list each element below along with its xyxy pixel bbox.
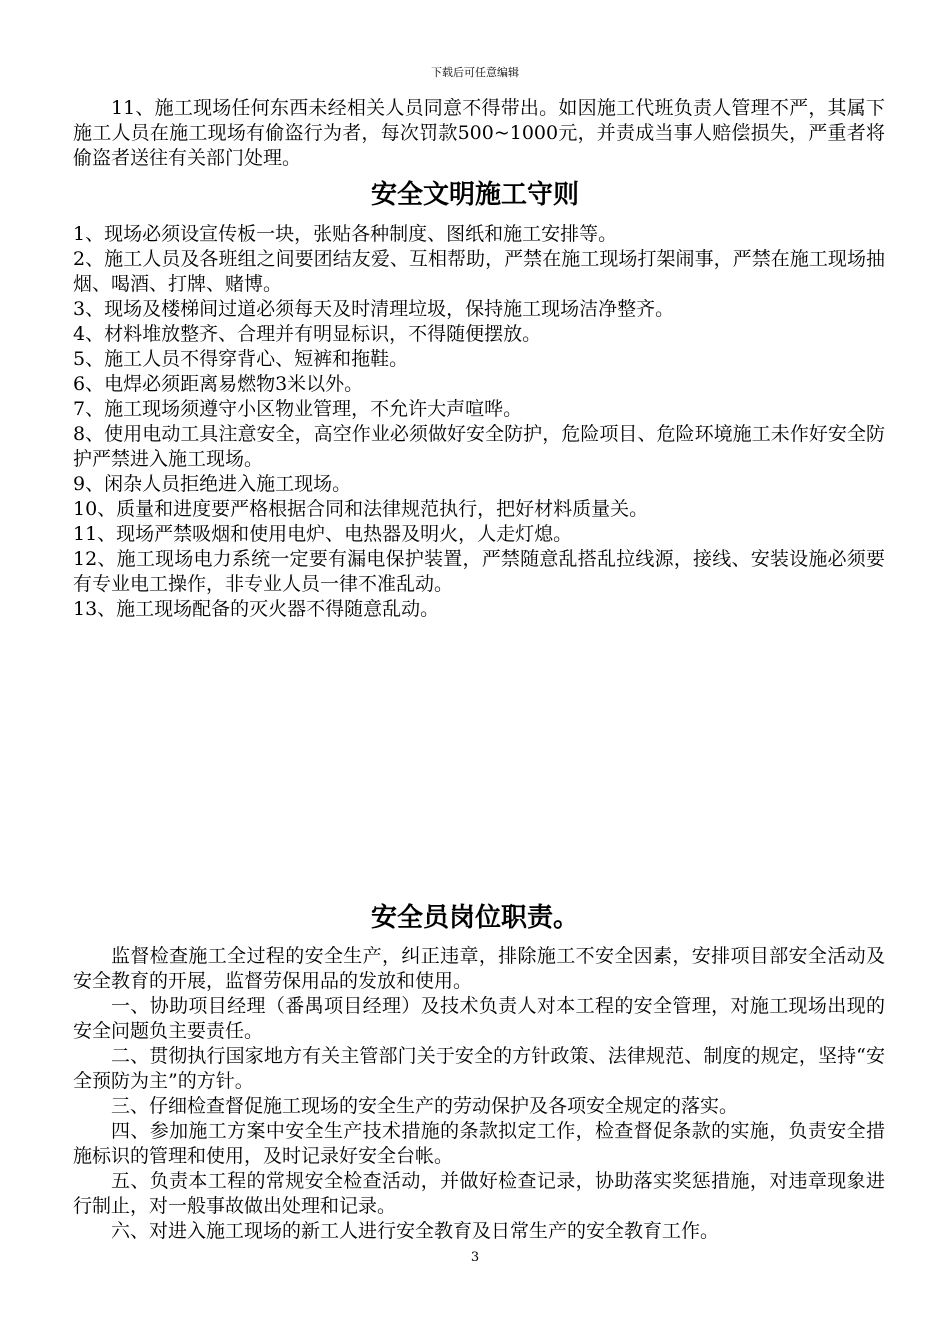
list-item: 1、现场必须设宣传板一块，张贴各种制度、图纸和施工安排等。 [73, 223, 618, 245]
list-item: 9、闲杂人员拒绝进入施工现场。 [73, 473, 352, 495]
page-header: 下载后可任意编辑 [431, 66, 519, 79]
list-item: 11、现场严禁吸烟和使用电炉、电热器及明火，人走灯熄。 [73, 523, 573, 545]
list-item: 4、材料堆放整齐、合理并有明显标识，不得随便摆放。 [73, 323, 542, 345]
list-item: 3、现场及楼梯间过道必须每天及时清理垃圾，保持施工现场洁净整齐。 [73, 298, 675, 320]
safety-officer-duties [73, 944, 885, 1244]
duty-paragraph: 六、对进入施工现场的新工人进行安全教育及日常生产的安全教育工作。 [111, 1220, 720, 1242]
list-item: 7、施工现场须遵守小区物业管理，不允许大声喧哗。 [73, 398, 523, 420]
duty-paragraph: 一、协助项目经理（番禺项目经理）及技术负责人对本工程的安全管理，对施工现场出现的安全问题负主要责任。 [73, 995, 885, 1042]
list-item: 13、施工现场配备的灭火器不得随意乱动。 [73, 598, 440, 620]
duty-paragraph: 三、仔细检查督促施工现场的安全生产的劳动保护及各项安全规定的落实。 [111, 1095, 739, 1117]
intro-item-11: 11、施工现场任何东西未经相关人员同意不得带出。如因施工代班负责人管理不严，其属下施工人员在施工现场有偷盗行为者，每次罚款500~1000元，并责成当事人赔偿损失，严重者将偷盗者送往有关部门处理。 [73, 97, 885, 169]
duty-paragraph: 二、贯彻执行国家地方有关主管部门关于安全的方针政策、法律规范、制度的规定，坚持“安全预防为主”的方针。 [73, 1045, 885, 1092]
list-item: 12、施工现场电力系统一定要有漏电保护装置，严禁随意乱搭乱拉线源，接线、安装设施必须要有专业电工操作，非专业人员一律不准乱动。 [73, 548, 885, 595]
page-number: 3 [470, 1250, 480, 1265]
duty-paragraph: 监督检查施工全过程的安全生产，纠正违章，排除施工不安全因素，安排项目部安全活动及安全教育的开展，监督劳保用品的发放和使用。 [73, 945, 885, 992]
list-item: 8、使用电动工具注意安全，高空作业必须做好安全防护，危险项目、危险环境施工未作好安全防护严禁进入施工现场。 [73, 423, 885, 470]
list-item: 2、施工人员及各班组之间要团结友爱、互相帮助，严禁在施工现场打架闹事，严禁在施工现场抽烟、喝酒、打牌、赌博。 [73, 248, 885, 295]
section-title-safety-rules: 安全文明施工守则 [370, 180, 579, 210]
duty-paragraph: 五、负责本工程的常规安全检查活动，并做好检查记录，协助落实奖惩措施，对违章现象进行制止，对一般事故做出处理和记录。 [73, 1170, 885, 1217]
section-title-safety-officer-duties: 安全员岗位职责。 [370, 903, 579, 933]
duty-paragraph: 四、参加施工方案中安全生产技术措施的条款拟定工作，检查督促条款的实施，负责安全措施标识的管理和使用，及时记录好安全台帐。 [73, 1120, 885, 1167]
intro-block [73, 96, 885, 171]
list-item: 6、电焊必须距离易燃物3米以外。 [73, 373, 364, 395]
safety-rules-list [73, 222, 885, 622]
list-item: 5、施工人员不得穿背心、短裤和拖鞋。 [73, 348, 409, 370]
list-item: 10、质量和进度要严格根据合同和法律规范执行，把好材料质量关。 [73, 498, 649, 520]
